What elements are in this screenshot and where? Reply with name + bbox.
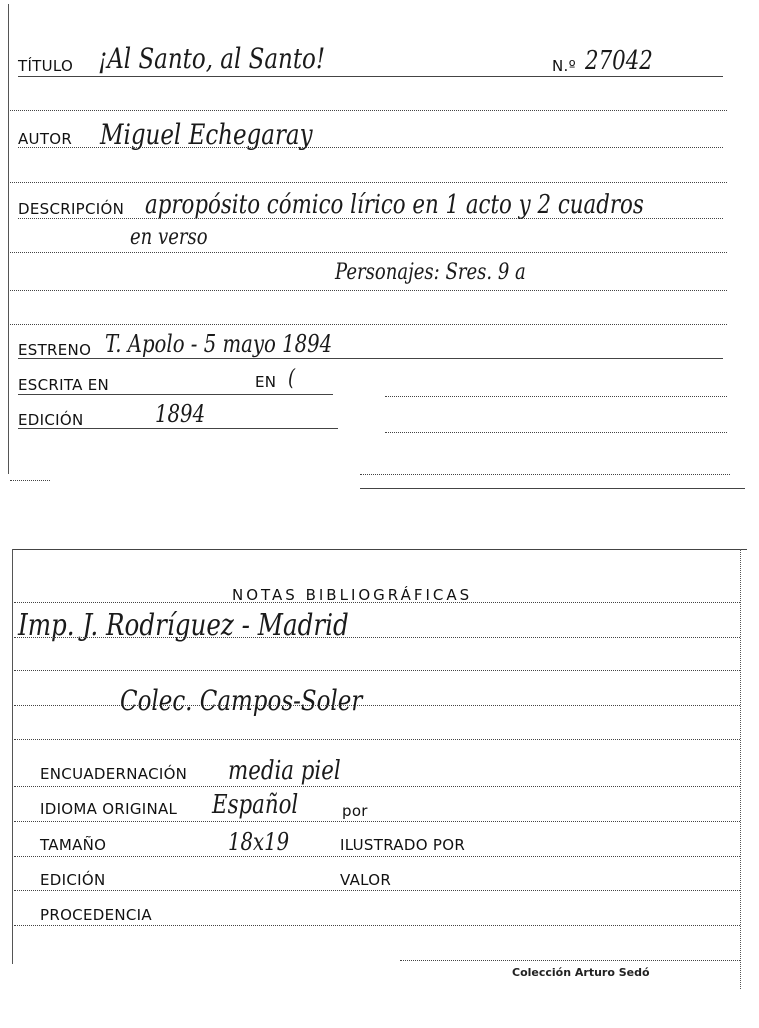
edicion-label: EDICIÓN [18, 411, 84, 429]
line [14, 670, 740, 671]
en-label: EN [255, 373, 277, 391]
edicion-value: 1894 [155, 400, 206, 428]
autor-value: Miguel Echegaray [100, 118, 313, 151]
notas-title: NOTAS BIBLIOGRÁFICAS [232, 586, 473, 604]
ilustrado-label: ILUSTRADO POR [340, 836, 466, 854]
line [10, 324, 727, 325]
line [18, 394, 333, 395]
line [18, 147, 723, 148]
line [10, 480, 50, 481]
card-edge [740, 549, 741, 989]
line [18, 76, 723, 77]
line [18, 358, 723, 359]
line [18, 218, 723, 219]
tamano-label: TAMAÑO [40, 836, 107, 854]
encuadernacion-label: ENCUADERNACIÓN [40, 765, 188, 783]
numero-label: N.º [552, 57, 576, 75]
card-top-edge [12, 549, 747, 550]
line [14, 856, 740, 857]
line [18, 428, 338, 429]
line [14, 925, 740, 926]
titulo-value: ¡Al Santo, al Santo! [98, 42, 326, 75]
card-bottom-edge [360, 488, 745, 489]
card-edge [8, 4, 9, 474]
line [14, 890, 740, 891]
line [10, 290, 727, 291]
descripcion-value-2: en verso [130, 225, 208, 250]
line [14, 602, 740, 603]
card-edge [12, 549, 13, 964]
idioma-value: Español [212, 790, 299, 820]
escrita-label: ESCRITA EN [18, 376, 110, 394]
line [10, 252, 727, 253]
line [400, 960, 740, 961]
numero-value: 27042 [585, 46, 653, 76]
line [14, 637, 740, 638]
nota-1: Imp. J. Rodríguez - Madrid [18, 608, 349, 643]
autor-label: AUTOR [18, 130, 73, 148]
encuadernacion-value: media piel [228, 756, 341, 786]
line [10, 110, 727, 111]
edicion-label-2: EDICIÓN [40, 871, 106, 889]
line [14, 739, 740, 740]
line [14, 786, 740, 787]
descripcion-value: apropósito cómico lírico en 1 acto y 2 cuadros [145, 190, 644, 220]
procedencia-label: PROCEDENCIA [40, 906, 152, 924]
valor-label: VALOR [340, 871, 392, 889]
nota-2: Colec. Campos-Soler [120, 684, 363, 717]
line [385, 396, 727, 397]
estreno-value: T. Apolo - 5 mayo 1894 [105, 330, 333, 358]
en-mark: ( [288, 366, 296, 391]
line [10, 182, 727, 183]
por-label: por [342, 802, 368, 820]
line [360, 474, 730, 475]
idioma-label: IDIOMA ORIGINAL [40, 800, 178, 818]
estreno-label: ESTRENO [18, 341, 92, 359]
coleccion-stamp: Colección Arturo Sedó [512, 966, 650, 979]
tamano-value: 18x19 [228, 828, 290, 856]
descripcion-value-3: Personajes: Sres. 9 a [335, 260, 526, 285]
line [14, 705, 740, 706]
descripcion-label: DESCRIPCIÓN [18, 200, 125, 218]
line [385, 432, 727, 433]
titulo-label: TÍTULO [18, 57, 74, 75]
line [14, 821, 740, 822]
